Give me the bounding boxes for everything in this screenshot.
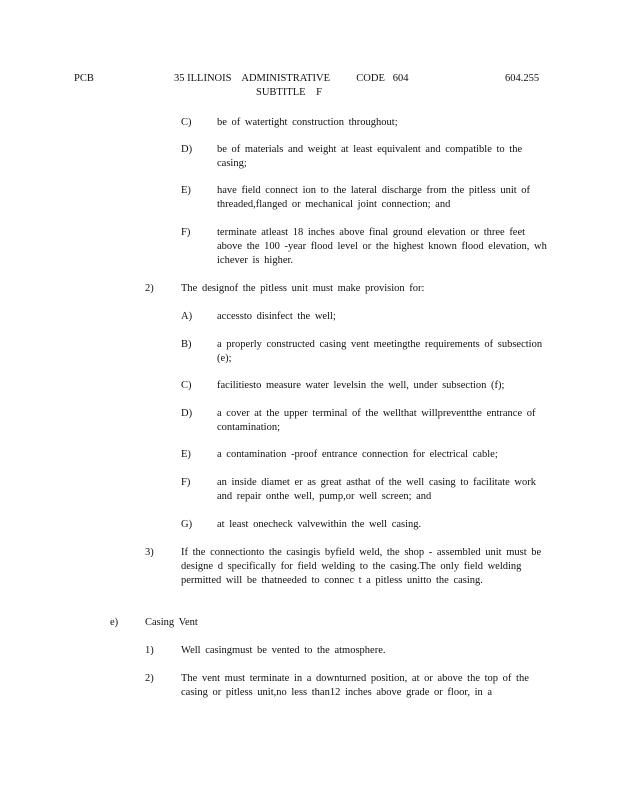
item-label: F) — [181, 227, 191, 238]
header-center-line1: 35 ILLINOIS ADMINISTRATIVE CODE 604 — [174, 73, 409, 84]
item-text: accessto disinfect the well; — [217, 311, 336, 322]
item-label: D) — [181, 144, 193, 155]
item-text: have field connect ion to the lateral discharge from the pitless unit of threaded,flanged or mechanical joint connection; and — [217, 185, 531, 210]
item-label: F) — [181, 477, 191, 488]
item-label: B) — [181, 339, 192, 350]
item-label: A) — [181, 311, 193, 322]
item-label: C) — [181, 117, 192, 128]
item-label: E) — [181, 185, 191, 196]
item-text: The vent must terminate in a downturned position, at or above the top of the casing or pitless unit,no less than12 inches above grade or floor, in a — [181, 673, 529, 698]
header-right: 604.255 — [505, 73, 540, 84]
item-text: an inside diamet er as great asthat of the well casing to facilitate work and repair onthe well, pump,or well screen; and — [217, 477, 537, 502]
item-text: a contamination -proof entrance connection for electrical cable; — [217, 449, 498, 460]
item-label: E) — [181, 449, 191, 460]
item-text: at least onecheck valvewithin the well casing. — [217, 519, 422, 530]
item-label: 3) — [145, 547, 154, 558]
item-text: be of materials and weight at least equivalent and compatible to the casing; — [217, 144, 523, 169]
item-text: If the connectionto the casingis byfield weld, the shop - assembled unit must be designe d specifically for field welding to the casing.The only field welding permitted will be thatneeded to connec t a pitless unitto the casing. — [181, 547, 542, 586]
item-text: Well casingmust be vented to the atmosphere. — [181, 645, 386, 656]
item-text: terminate atleast 18 inches above final ground elevation or three feet above the 100 -year flood level or the highest known flood elevation, wh ichever is higher. — [217, 227, 547, 266]
item-text: The designof the pitless unit must make provision for: — [181, 283, 425, 294]
section-heading: Casing Vent — [145, 617, 198, 628]
item-label: 1) — [145, 645, 154, 656]
item-label: D) — [181, 408, 193, 419]
item-text: facilitiesto measure water levelsin the well, under subsection (f); — [217, 380, 505, 391]
item-label: 2) — [145, 283, 154, 294]
header-left: PCB — [74, 73, 94, 84]
item-label: G) — [181, 519, 193, 530]
item-text: be of watertight construction throughout; — [217, 117, 398, 128]
item-text: a cover at the upper terminal of the wellthat willpreventthe entrance of contamination; — [217, 408, 536, 433]
header-center-line2: SUBTITLE F — [256, 87, 322, 98]
item-text: a properly constructed casing vent meetingthe requirements of subsection (e); — [217, 339, 543, 364]
item-label: e) — [110, 617, 119, 628]
item-label: C) — [181, 380, 192, 391]
item-label: 2) — [145, 673, 154, 684]
